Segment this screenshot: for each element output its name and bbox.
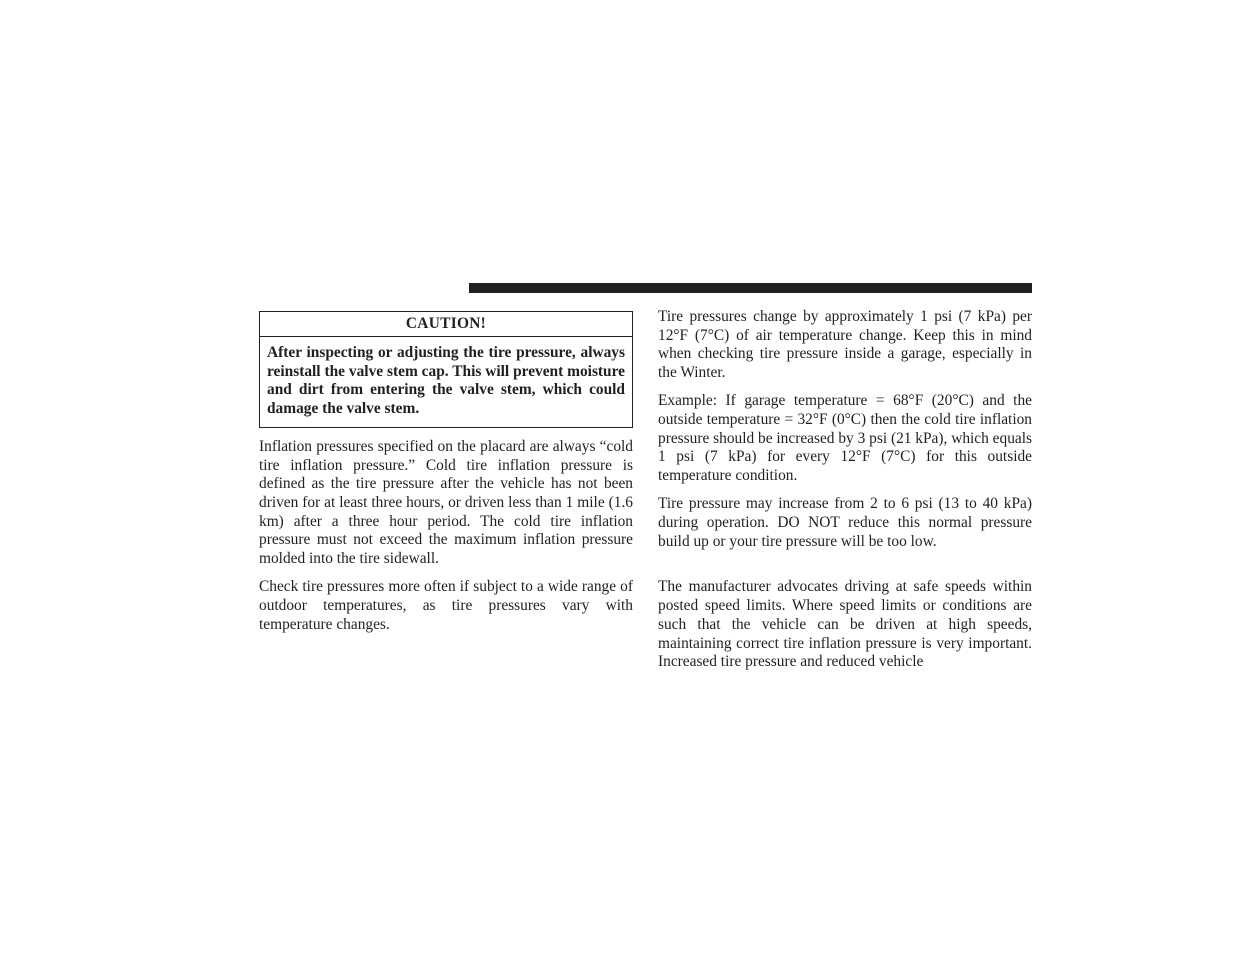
paragraph-operating-increase: Tire pressure may increase from 2 to 6 psi (13 to 40 kPa) during operation. DO NOT reduce this normal pressure build up or your tire pressure will be too low.	[658, 495, 1032, 550]
paragraph-safe-speeds: The manufacturer advocates driving at safe speeds within posted speed limits. Where speed limits or conditions are such that the vehicle can be driven at high speeds, maintaining correct tire inflation pressure is very important. Increased tire pressure and reduced vehicle	[658, 578, 1032, 671]
paragraph-temperature-change: Tire pressures change by approximately 1 psi (7 kPa) per 12°F (7°C) of air temperature change. Keep this in mind when checking tire pressure inside a garage, especially in the Winter.	[658, 308, 1032, 382]
section-header-rule	[469, 283, 1032, 293]
right-column	[658, 308, 1032, 681]
paragraph-example: Example: If garage temperature = 68°F (20°C) and the outside temperature = 32°F (0°C) then the cold tire inflation pressure should be increased by 3 psi (21 kPa), which equals 1 psi (7 kPa) for every 12°F (7°C) for this outside temperature condition.	[658, 392, 1032, 485]
caution-title: CAUTION!	[260, 312, 632, 337]
paragraph-check-pressures: Check tire pressures more often if subject to a wide range of outdoor temperatures, as tire pressures vary with temperature changes.	[259, 578, 633, 633]
paragraph-cold-inflation: Inflation pressures specified on the placard are always “cold tire inflation pressure.” Cold tire inflation pressure is defined as the tire pressure after the vehicle has not been driven for at least three hours, or driven less than 1 mile (1.6 km) after a three hour period. The cold tire inflation pressure must not exceed the maximum inflation pressure molded into the tire sidewall.	[259, 437, 633, 568]
caution-body: After inspecting or adjusting the tire pressure, always reinstall the valve stem cap. This will prevent moisture and dirt from entering the valve stem, which could damage the valve stem.	[267, 344, 625, 418]
caution-box	[259, 311, 633, 428]
left-column	[259, 311, 633, 644]
